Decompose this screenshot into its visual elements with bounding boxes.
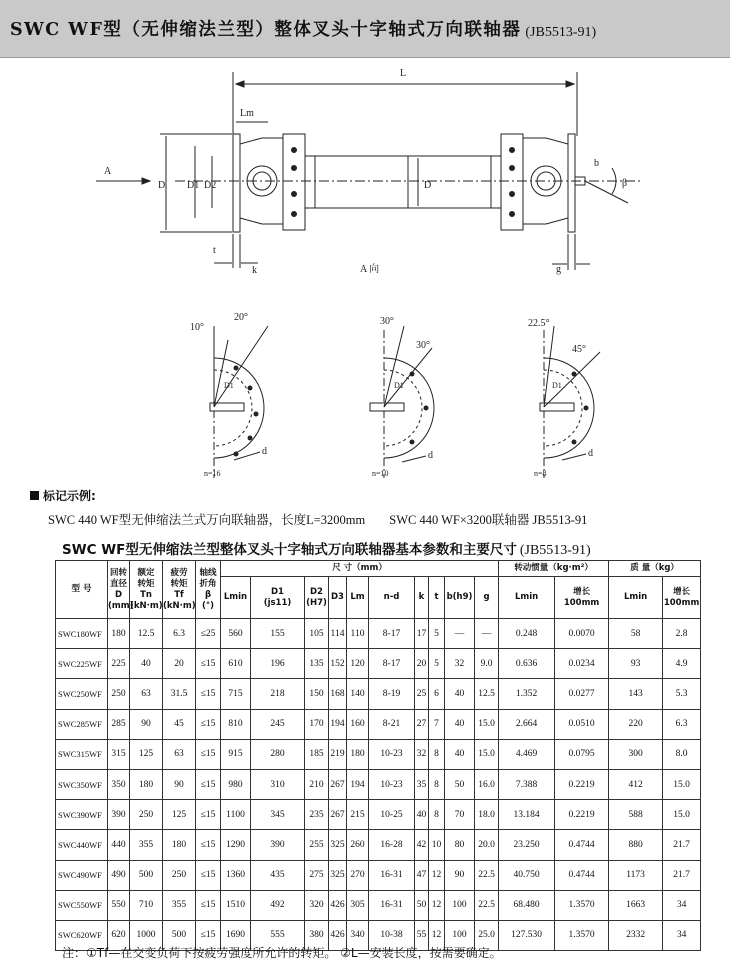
table-row bbox=[56, 619, 701, 649]
table-cell: ≤15 bbox=[196, 679, 221, 709]
table-cell: 210 bbox=[305, 769, 329, 799]
header-inertia-Lmin: Lmin bbox=[499, 577, 555, 619]
dim-k-label: k bbox=[252, 265, 257, 276]
view3-n-label: n=8 bbox=[534, 469, 547, 478]
table-cell: 267 bbox=[329, 769, 347, 799]
table-cell: 20 bbox=[163, 649, 196, 679]
table-cell: 435 bbox=[251, 860, 305, 890]
table-cell: 1.3570 bbox=[555, 890, 609, 920]
table-cell: 22.5 bbox=[475, 890, 499, 920]
table-cell-model: SWC440WF bbox=[56, 830, 108, 860]
table-cell: 490 bbox=[108, 860, 130, 890]
table-cell: 235 bbox=[305, 800, 329, 830]
table-cell: 260 bbox=[347, 830, 369, 860]
table-cell: 50 bbox=[445, 769, 475, 799]
table-cell: 17 bbox=[415, 619, 429, 649]
view1-D1-label: D1 bbox=[224, 381, 234, 390]
header-Lmin: Lmin bbox=[221, 577, 251, 619]
table-cell: 345 bbox=[251, 800, 305, 830]
table-cell: 100 bbox=[445, 920, 475, 950]
table-cell: 8 bbox=[429, 739, 445, 769]
table-cell: 320 bbox=[305, 890, 329, 920]
table-cell: 63 bbox=[130, 679, 163, 709]
table-cell: 1.3570 bbox=[555, 920, 609, 950]
table-cell: 68.480 bbox=[499, 890, 555, 920]
table-cell: 180 bbox=[163, 830, 196, 860]
view3-angle2-label: 45° bbox=[572, 344, 586, 355]
table-cell: 250 bbox=[130, 800, 163, 830]
table-cell: 8 bbox=[429, 800, 445, 830]
view3-D1-label: D1 bbox=[552, 381, 562, 390]
view1-n-label: n=16 bbox=[204, 469, 221, 478]
table-cell: 5 bbox=[429, 619, 445, 649]
table-cell-model: SWC180WF bbox=[56, 619, 108, 649]
table-cell: 1360 bbox=[221, 860, 251, 890]
table-cell: 114 bbox=[329, 619, 347, 649]
table-cell: 1173 bbox=[609, 860, 663, 890]
table-cell: 550 bbox=[108, 890, 130, 920]
view1-d-label: d bbox=[262, 446, 267, 457]
table-cell: 180 bbox=[130, 769, 163, 799]
header-D1: D1 (js11) bbox=[251, 577, 305, 619]
view-A-direction-label: A 向 bbox=[360, 264, 380, 275]
table-cell: — bbox=[475, 619, 499, 649]
header-model: 型 号 bbox=[56, 561, 108, 619]
table-cell: ≤15 bbox=[196, 920, 221, 950]
table-cell: 120 bbox=[347, 649, 369, 679]
table-cell: 355 bbox=[163, 890, 196, 920]
table-cell: 8.0 bbox=[663, 739, 701, 769]
dim-Lm-label: Lm bbox=[240, 108, 254, 119]
view3-angle1-label: 22.5° bbox=[528, 318, 550, 329]
table-cell: 325 bbox=[329, 860, 347, 890]
title-bar bbox=[0, 0, 730, 58]
table-cell: 125 bbox=[130, 739, 163, 769]
table-cell: 20 bbox=[415, 649, 429, 679]
table-cell: 5 bbox=[429, 649, 445, 679]
table-cell: 8-21 bbox=[369, 709, 415, 739]
table-cell: 440 bbox=[108, 830, 130, 860]
table-cell: 10-38 bbox=[369, 920, 415, 950]
table-cell: 31.5 bbox=[163, 679, 196, 709]
header-D2: D2 (H7) bbox=[305, 577, 329, 619]
table-cell: 18.0 bbox=[475, 800, 499, 830]
title-standard: (JB5513-91) bbox=[525, 24, 597, 40]
table-cell: 40 bbox=[130, 649, 163, 679]
table-cell: 143 bbox=[609, 679, 663, 709]
table-cell: 16.0 bbox=[475, 769, 499, 799]
view2-angle1-label: 30° bbox=[380, 316, 394, 327]
table-cell: 10-23 bbox=[369, 769, 415, 799]
table-cell: 40.750 bbox=[499, 860, 555, 890]
table-cell: 0.0277 bbox=[555, 679, 609, 709]
table-cell: 22.5 bbox=[475, 860, 499, 890]
header-dimension-group: 尺 寸（mm） bbox=[221, 561, 499, 577]
table-cell: 135 bbox=[305, 649, 329, 679]
table-cell: 9.0 bbox=[475, 649, 499, 679]
table-cell: 1290 bbox=[221, 830, 251, 860]
table-cell: 15.0 bbox=[663, 800, 701, 830]
table-cell: 55 bbox=[415, 920, 429, 950]
header-D3: D3 bbox=[329, 577, 347, 619]
marking-heading-text: 标记示例: bbox=[43, 489, 96, 503]
table-cell: 140 bbox=[347, 679, 369, 709]
table-cell: 0.0070 bbox=[555, 619, 609, 649]
table-cell: 267 bbox=[329, 800, 347, 830]
table-cell: 16-28 bbox=[369, 830, 415, 860]
table-cell: 13.184 bbox=[499, 800, 555, 830]
table-cell: 21.7 bbox=[663, 830, 701, 860]
table-row bbox=[56, 679, 701, 709]
table-cell: 500 bbox=[130, 860, 163, 890]
table-cell: 219 bbox=[329, 739, 347, 769]
view2-angle2-label: 30° bbox=[416, 340, 430, 351]
table-cell: 1663 bbox=[609, 890, 663, 920]
table-cell: 196 bbox=[251, 649, 305, 679]
table-cell: 90 bbox=[445, 860, 475, 890]
dim-D1-label: D1 bbox=[187, 180, 200, 191]
table-cell: 426 bbox=[329, 920, 347, 950]
table-cell: 15.0 bbox=[663, 769, 701, 799]
table-row bbox=[56, 860, 701, 890]
table-cell: ≤15 bbox=[196, 769, 221, 799]
table-cell: 12 bbox=[429, 860, 445, 890]
table-cell: 285 bbox=[108, 709, 130, 739]
table-cell: 125 bbox=[163, 800, 196, 830]
table-cell: 110 bbox=[347, 619, 369, 649]
table-cell: 100 bbox=[445, 890, 475, 920]
table-cell: 23.250 bbox=[499, 830, 555, 860]
table-cell: 16-31 bbox=[369, 890, 415, 920]
table-cell-model: SWC550WF bbox=[56, 890, 108, 920]
table-cell: 245 bbox=[251, 709, 305, 739]
table-cell: 15.0 bbox=[475, 739, 499, 769]
view3-d-label: d bbox=[588, 448, 593, 459]
table-cell: 32 bbox=[415, 739, 429, 769]
table-cell: 350 bbox=[108, 769, 130, 799]
table-cell: 93 bbox=[609, 649, 663, 679]
table-cell: 10-23 bbox=[369, 739, 415, 769]
table-cell: 127.530 bbox=[499, 920, 555, 950]
table-cell: 1100 bbox=[221, 800, 251, 830]
table-cell: 90 bbox=[130, 709, 163, 739]
dim-L-label: L bbox=[400, 68, 407, 79]
table-cell: 588 bbox=[609, 800, 663, 830]
table-cell: 710 bbox=[130, 890, 163, 920]
header-mass-increment: 增长 100mm bbox=[663, 577, 701, 619]
table-cell: ≤15 bbox=[196, 830, 221, 860]
table-cell: 40 bbox=[445, 739, 475, 769]
table-cell: ≤15 bbox=[196, 709, 221, 739]
table-cell: 34 bbox=[663, 890, 701, 920]
table-cell: 980 bbox=[221, 769, 251, 799]
table-cell: 12 bbox=[429, 890, 445, 920]
table-cell: 25.0 bbox=[475, 920, 499, 950]
square-bullet-icon bbox=[30, 491, 39, 500]
table-cell: 8-17 bbox=[369, 619, 415, 649]
table-cell: 47 bbox=[415, 860, 429, 890]
table-cell: 915 bbox=[221, 739, 251, 769]
table-cell: 6.3 bbox=[663, 709, 701, 739]
table-cell: 255 bbox=[305, 830, 329, 860]
table-title-standard: (JB5513-91) bbox=[519, 543, 591, 558]
header-nd: n-d bbox=[369, 577, 415, 619]
parameters-table-body bbox=[56, 619, 701, 951]
table-cell: 7 bbox=[429, 709, 445, 739]
table-cell: 194 bbox=[329, 709, 347, 739]
table-cell: 16-31 bbox=[369, 860, 415, 890]
table-cell: 340 bbox=[347, 920, 369, 950]
table-cell: 355 bbox=[130, 830, 163, 860]
table-cell: 152 bbox=[329, 649, 347, 679]
table-cell: 880 bbox=[609, 830, 663, 860]
table-cell: 1.352 bbox=[499, 679, 555, 709]
table-row bbox=[56, 739, 701, 769]
table-cell: 412 bbox=[609, 769, 663, 799]
table-cell: 280 bbox=[251, 739, 305, 769]
header-g: g bbox=[475, 577, 499, 619]
table-cell: 4.9 bbox=[663, 649, 701, 679]
table-cell: 168 bbox=[329, 679, 347, 709]
table-cell: 218 bbox=[251, 679, 305, 709]
table-cell: 2332 bbox=[609, 920, 663, 950]
table-cell: 810 bbox=[221, 709, 251, 739]
table-cell: 0.248 bbox=[499, 619, 555, 649]
table-cell: 21.7 bbox=[663, 860, 701, 890]
table-cell: 0.0234 bbox=[555, 649, 609, 679]
table-title-text: SWC WF型无伸缩法兰型整体叉头十字轴式万向联轴器基本参数和主要尺寸 bbox=[62, 542, 517, 558]
coupling-drawing-svg bbox=[0, 58, 730, 488]
table-cell: 220 bbox=[609, 709, 663, 739]
view1-angle2-label: 20° bbox=[234, 312, 248, 323]
table-cell: 225 bbox=[108, 649, 130, 679]
table-cell: 35 bbox=[415, 769, 429, 799]
header-b: b(h9) bbox=[445, 577, 475, 619]
table-cell: 194 bbox=[347, 769, 369, 799]
table-cell: 6 bbox=[429, 679, 445, 709]
table-cell: 7.388 bbox=[499, 769, 555, 799]
view2-n-label: n=10 bbox=[372, 469, 389, 478]
table-cell-model: SWC285WF bbox=[56, 709, 108, 739]
table-cell-model: SWC490WF bbox=[56, 860, 108, 890]
table-cell: 325 bbox=[329, 830, 347, 860]
table-cell: 20.0 bbox=[475, 830, 499, 860]
table-title bbox=[62, 538, 591, 559]
table-cell: 0.2219 bbox=[555, 800, 609, 830]
table-cell: 500 bbox=[163, 920, 196, 950]
table-cell: 160 bbox=[347, 709, 369, 739]
table-cell-model: SWC620WF bbox=[56, 920, 108, 950]
table-cell: 1510 bbox=[221, 890, 251, 920]
page-title: SWC WF型（无伸缩法兰型）整体叉头十字轴式万向联轴器 bbox=[10, 20, 522, 40]
table-row bbox=[56, 769, 701, 799]
table-cell: 1000 bbox=[130, 920, 163, 950]
header-Lm: Lm bbox=[347, 577, 369, 619]
table-cell: 0.4744 bbox=[555, 860, 609, 890]
table-row bbox=[56, 830, 701, 860]
table-cell: 180 bbox=[108, 619, 130, 649]
dim-t-label: t bbox=[213, 245, 216, 256]
view-A-label: A bbox=[104, 166, 112, 177]
table-cell: 32 bbox=[445, 649, 475, 679]
table-row bbox=[56, 890, 701, 920]
table-cell: 40 bbox=[445, 679, 475, 709]
table-cell: 185 bbox=[305, 739, 329, 769]
table-cell: 390 bbox=[251, 830, 305, 860]
table-cell-model: SWC350WF bbox=[56, 769, 108, 799]
table-cell: 12 bbox=[429, 920, 445, 950]
table-cell: ≤15 bbox=[196, 890, 221, 920]
table-cell-model: SWC225WF bbox=[56, 649, 108, 679]
table-cell: 715 bbox=[221, 679, 251, 709]
table-cell: ≤15 bbox=[196, 800, 221, 830]
table-cell: 8 bbox=[429, 769, 445, 799]
table-cell: 492 bbox=[251, 890, 305, 920]
marking-examples bbox=[48, 510, 587, 528]
table-cell: ≤15 bbox=[196, 649, 221, 679]
table-cell: 6.3 bbox=[163, 619, 196, 649]
table-cell: 215 bbox=[347, 800, 369, 830]
table-cell: 155 bbox=[251, 619, 305, 649]
table-cell: 40 bbox=[445, 709, 475, 739]
table-cell: 15.0 bbox=[475, 709, 499, 739]
marking-example-1: SWC 440 WF型无伸缩法兰式万向联轴器，长度L=3200mm bbox=[48, 513, 366, 527]
table-cell: 270 bbox=[347, 860, 369, 890]
table-cell: 105 bbox=[305, 619, 329, 649]
header-t: t bbox=[429, 577, 445, 619]
table-cell: 2.8 bbox=[663, 619, 701, 649]
header-Tn: 额定 转矩 Tn (kN·m) bbox=[130, 561, 163, 619]
dim-g-label: g bbox=[556, 264, 561, 275]
table-cell: 10-25 bbox=[369, 800, 415, 830]
table-cell: 0.636 bbox=[499, 649, 555, 679]
table-row bbox=[56, 800, 701, 830]
table-cell: 12.5 bbox=[130, 619, 163, 649]
table-cell: 4.469 bbox=[499, 739, 555, 769]
header-inertia-group: 转动惯量（kg·m²） bbox=[499, 561, 609, 577]
view2-D1-label: D1 bbox=[394, 381, 404, 390]
parameters-table bbox=[55, 560, 701, 951]
table-cell: 8-17 bbox=[369, 649, 415, 679]
table-cell: 555 bbox=[251, 920, 305, 950]
table-cell: 10 bbox=[429, 830, 445, 860]
header-mass-group: 质 量（kg） bbox=[609, 561, 701, 577]
table-cell: 275 bbox=[305, 860, 329, 890]
table-cell-model: SWC390WF bbox=[56, 800, 108, 830]
table-row bbox=[56, 649, 701, 679]
table-cell: 70 bbox=[445, 800, 475, 830]
table-cell: ≤25 bbox=[196, 619, 221, 649]
header-inertia-increment: 增长 100mm bbox=[555, 577, 609, 619]
table-cell: 315 bbox=[108, 739, 130, 769]
table-cell: 42 bbox=[415, 830, 429, 860]
table-cell: 426 bbox=[329, 890, 347, 920]
table-cell: 620 bbox=[108, 920, 130, 950]
header-mass-Lmin: Lmin bbox=[609, 577, 663, 619]
table-cell: — bbox=[445, 619, 475, 649]
table-cell: 12.5 bbox=[475, 679, 499, 709]
table-cell: 1690 bbox=[221, 920, 251, 950]
table-cell: 300 bbox=[609, 739, 663, 769]
dim-D-label: D bbox=[158, 180, 166, 191]
footnote: 注：①Tf—在交变负荷下按疲劳强度所允许的转矩。 ②L—安装长度，按需要确定。 bbox=[62, 946, 502, 960]
table-row bbox=[56, 709, 701, 739]
table-cell: 90 bbox=[163, 769, 196, 799]
header-D: 回转 直径 D (mm) bbox=[108, 561, 130, 619]
dim-D-shaft-label: D bbox=[424, 180, 432, 191]
table-cell: 25 bbox=[415, 679, 429, 709]
table-cell: 560 bbox=[221, 619, 251, 649]
header-k: k bbox=[415, 577, 429, 619]
table-cell: 310 bbox=[251, 769, 305, 799]
marking-example-2: SWC 440 WF×3200联轴器 JB5513-91 bbox=[389, 513, 588, 527]
table-cell: 40 bbox=[415, 800, 429, 830]
table-cell: 380 bbox=[305, 920, 329, 950]
table-cell: 180 bbox=[347, 739, 369, 769]
header-beta: 轴线 折角 β (°) bbox=[196, 561, 221, 619]
view1-angle1-label: 10° bbox=[190, 322, 204, 333]
technical-drawing bbox=[0, 58, 730, 488]
table-cell: 50 bbox=[415, 890, 429, 920]
table-cell: ≤15 bbox=[196, 860, 221, 890]
table-cell: 63 bbox=[163, 739, 196, 769]
table-cell: 27 bbox=[415, 709, 429, 739]
table-cell-model: SWC315WF bbox=[56, 739, 108, 769]
table-cell: 250 bbox=[108, 679, 130, 709]
table-cell: 0.2219 bbox=[555, 769, 609, 799]
table-cell: 305 bbox=[347, 890, 369, 920]
table-cell: 34 bbox=[663, 920, 701, 950]
table-cell: 170 bbox=[305, 709, 329, 739]
table-cell: 45 bbox=[163, 709, 196, 739]
table-cell: 150 bbox=[305, 679, 329, 709]
dim-D2-label: D2 bbox=[204, 180, 217, 191]
table-cell: 0.0795 bbox=[555, 739, 609, 769]
dim-b-label: b bbox=[594, 158, 599, 169]
table-cell: 610 bbox=[221, 649, 251, 679]
table-cell: 2.664 bbox=[499, 709, 555, 739]
table-cell: 390 bbox=[108, 800, 130, 830]
table-cell: 58 bbox=[609, 619, 663, 649]
table-cell: 0.4744 bbox=[555, 830, 609, 860]
table-cell: 0.0510 bbox=[555, 709, 609, 739]
angle-beta-label: β bbox=[622, 178, 628, 189]
table-cell: ≤15 bbox=[196, 739, 221, 769]
view2-d-label: d bbox=[428, 450, 433, 461]
table-cell-model: SWC250WF bbox=[56, 679, 108, 709]
table-cell: 5.3 bbox=[663, 679, 701, 709]
marking-heading bbox=[30, 487, 96, 504]
table-cell: 8-19 bbox=[369, 679, 415, 709]
table-cell: 250 bbox=[163, 860, 196, 890]
table-cell: 80 bbox=[445, 830, 475, 860]
header-Tf: 疲劳 转矩 Tf (kN·m) bbox=[163, 561, 196, 619]
